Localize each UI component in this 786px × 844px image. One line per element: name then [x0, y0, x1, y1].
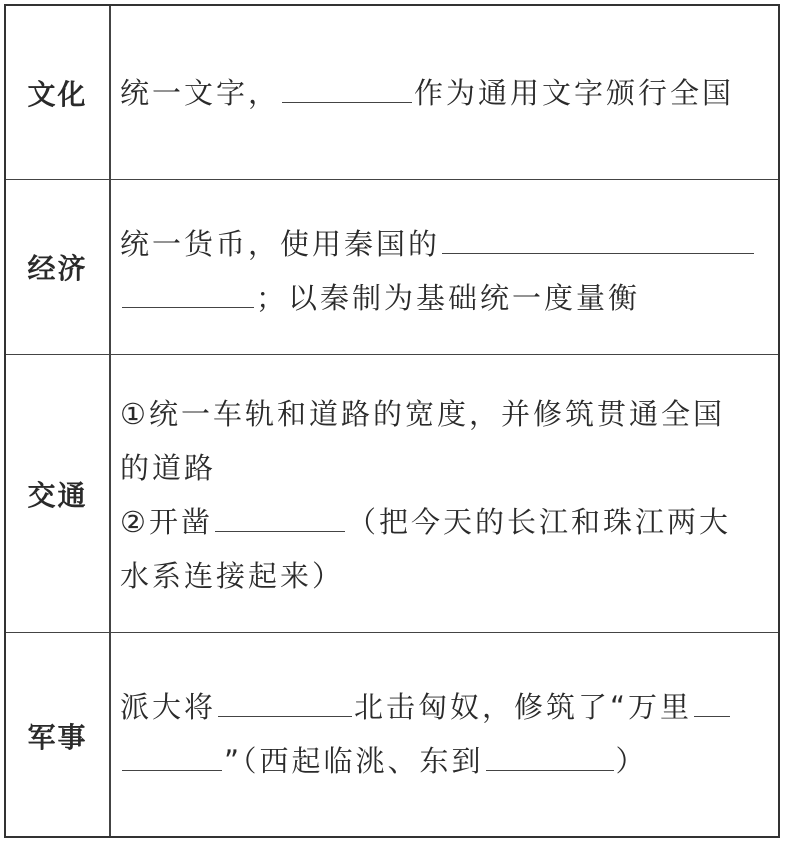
fill-blank [122, 769, 222, 771]
text-segment: ） [615, 744, 648, 778]
table-row-economy [6, 179, 778, 354]
fill-blank [215, 530, 345, 532]
fill-blank [218, 715, 352, 717]
row-label-military: 军事 [27, 720, 88, 754]
table-row-military [6, 632, 778, 838]
content-line [120, 271, 770, 325]
text-segment: ；以秦制为基础统一度量衡 [256, 281, 641, 315]
content-line: 水系连接起来） [120, 559, 345, 593]
row-content-culture [120, 66, 770, 120]
row-label-economy: 经济 [27, 252, 88, 285]
fill-blank [486, 769, 614, 771]
row-label-culture: 文化 [27, 77, 88, 111]
row-label-transport: 交通 [27, 478, 88, 512]
content-line: ①统一车轨和道路的宽度，并修筑贯通全国 [120, 397, 725, 431]
content-line [120, 495, 770, 549]
row-content-military [120, 680, 770, 788]
row-content-economy [120, 217, 770, 325]
text-segment: 作为通用文字颁行全国 [414, 76, 735, 110]
table-row-transport [6, 354, 778, 632]
table-row-culture [6, 6, 778, 179]
fill-blank [694, 715, 730, 717]
history-table [4, 4, 780, 838]
row-content-transport [120, 387, 770, 603]
content-line [120, 217, 770, 271]
text-segment: （把今天的长江和珠江两大 [347, 505, 732, 539]
content-line: 的道路 [120, 451, 217, 485]
text-segment: ②开凿 [120, 505, 213, 539]
text-segment: 北击匈奴，修筑了“万里 [354, 690, 693, 724]
text-segment: 统一货币，使用秦国的 [120, 227, 441, 261]
fill-blank [282, 101, 412, 103]
text-segment: ”（西起临洮、东到 [224, 744, 484, 778]
fill-blank [122, 306, 254, 308]
text-segment: 派大将 [120, 690, 217, 724]
content-line [120, 680, 770, 734]
fill-blank [442, 252, 754, 254]
content-line [120, 734, 770, 788]
text-segment: 统一文字， [120, 76, 281, 110]
